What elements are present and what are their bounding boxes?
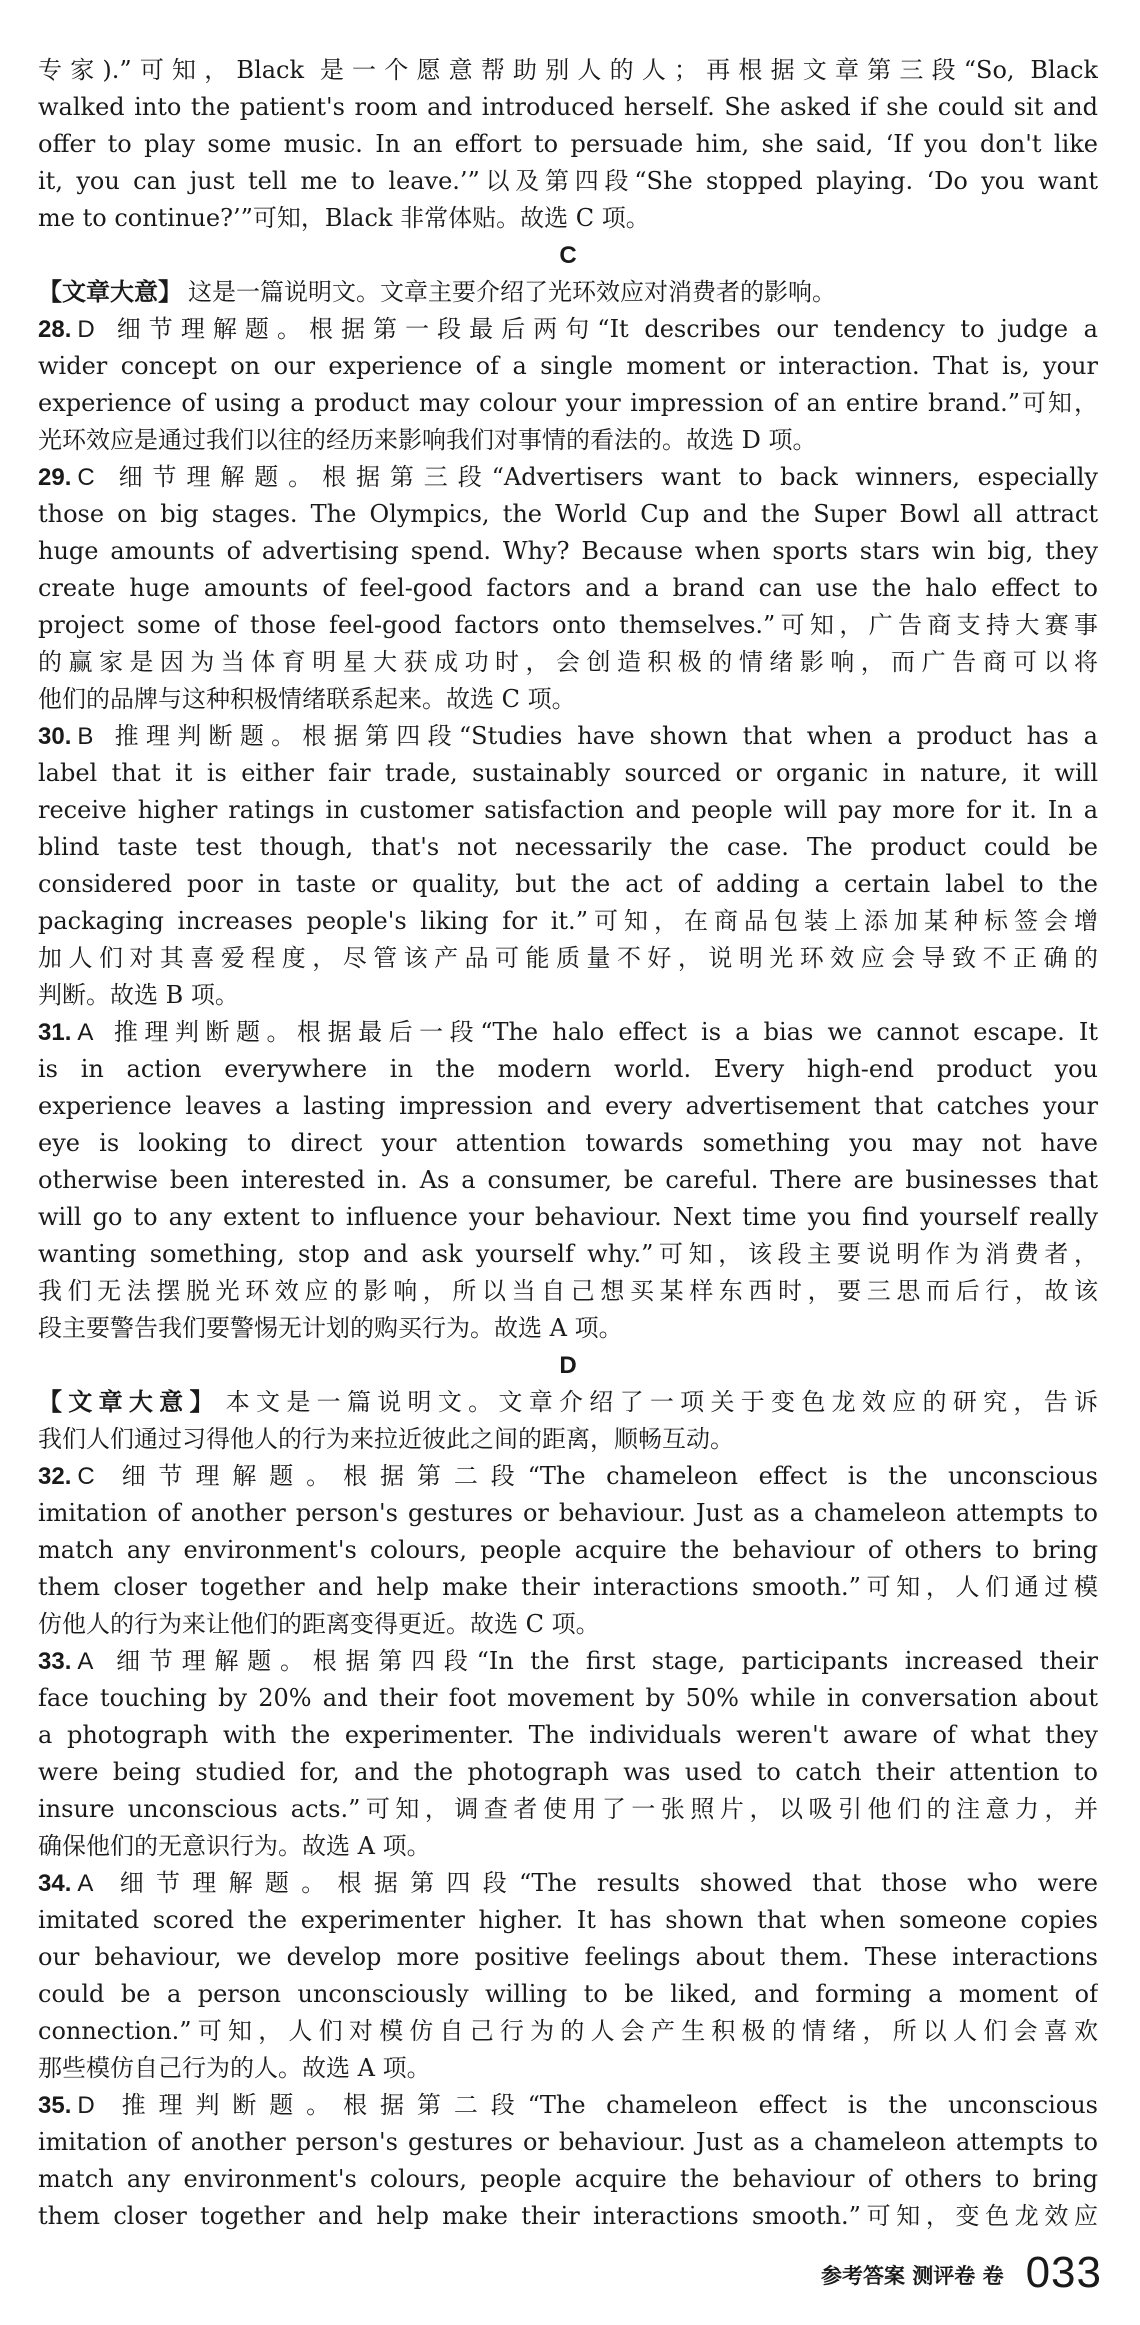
text-line [38, 163, 1098, 200]
line-text: walked into the patient's room and introduced herself. She asked if she could sit and [38, 93, 1098, 121]
question-number: 33. [38, 1648, 72, 1675]
text-line [38, 200, 1098, 237]
answer-letter: B [77, 723, 94, 750]
footer-label: 参考答案 测评卷 卷 [820, 2264, 1004, 2288]
text-line [38, 829, 1098, 866]
line-text: project some of those feel-good factors onto themselves.”可知，广告商支持大赛事 [38, 611, 1098, 639]
line-text: eye is looking to direct your attention towards something you may not have [38, 1129, 1098, 1157]
line-text: 细节理解题。根据第四段“In the first stage, participants increased their [107, 1647, 1098, 1675]
line-text: is in action everywhere in the modern world. Every high-end product you [38, 1055, 1098, 1083]
line-text: considered poor in taste or quality, but the act of adding a certain label to the [38, 870, 1098, 898]
text-line [38, 1976, 1098, 2013]
question-number: 30. [38, 723, 72, 750]
text-line [38, 1273, 1098, 1310]
line-text: 这是一篇说明文。文章主要介绍了光环效应对消费者的影响。 [188, 278, 836, 306]
question-number: 35. [38, 2092, 72, 2119]
question-answer-line [38, 2087, 1098, 2124]
text-line [38, 1717, 1098, 1754]
text-line [38, 1421, 1098, 1458]
line-text: wanting something, stop and ask yourself why.”可知，该段主要说明作为消费者， [38, 1240, 1098, 1268]
text-line [38, 644, 1098, 681]
line-text: 判断。故选 B 项。 [38, 981, 239, 1009]
text-line [38, 422, 1098, 459]
text-line [38, 681, 1098, 718]
text-line [38, 533, 1098, 570]
text-line [38, 2198, 1098, 2235]
line-text: could be a person unconsciously willing to be liked, and forming a moment of [38, 1980, 1098, 2008]
question-number: 29. [38, 464, 72, 491]
line-text: will go to any extent to influence your behaviour. Next time you find yourself really [38, 1203, 1098, 1231]
text-line [38, 1199, 1098, 1236]
question-number: 31. [38, 1019, 72, 1046]
text-line [38, 866, 1098, 903]
question-answer-line [38, 1458, 1098, 1495]
line-text: 光环效应是通过我们以往的经历来影响我们对事情的看法的。故选 D 项。 [38, 426, 817, 454]
line-text: offer to play some music. In an effort to persuade him, she said, ‘If you don't like [38, 130, 1098, 158]
line-text: experience leaves a lasting impression and every advertisement that catches your [38, 1092, 1098, 1120]
line-text: 仿他人的行为来让他们的距离变得更近。故选 C 项。 [38, 1610, 600, 1638]
text-line [38, 1791, 1098, 1828]
text-line [38, 1532, 1098, 1569]
line-text: me to continue?’”可知，Black 非常体贴。故选 C 项。 [38, 204, 650, 232]
line-text: imitation of another person's gestures or behaviour. Just as a chameleon attempts to [38, 1499, 1098, 1527]
line-text: them closer together and help make their interactions smooth.”可知，变色龙效应 [38, 2202, 1098, 2230]
text-line [38, 496, 1098, 533]
answer-letter: D [77, 2092, 95, 2119]
line-text: 的赢家是因为当体育明星大获成功时，会创造积极的情绪影响，而广告商可以将 [38, 648, 1098, 676]
line-text: 推理判断题。根据第四段“Studies have shown that when a product has a [107, 722, 1098, 750]
line-text: blind taste test though, that's not necessarily the case. The product could be [38, 833, 1098, 861]
line-text: 专家).”可知，Black 是一个愿意帮助别人的人；再根据文章第三段“So, Black [38, 56, 1098, 84]
answer-key-page [38, 52, 1098, 2235]
section-heading: C [559, 242, 577, 269]
text-line [38, 1236, 1098, 1273]
line-text: 段主要警告我们要警惕无计划的购买行为。故选 A 项。 [38, 1314, 623, 1342]
text-line [38, 1495, 1098, 1532]
line-text: otherwise been interested in. As a consumer, be careful. There are businesses that [38, 1166, 1098, 1194]
line-text: those on big stages. The Olympics, the World Cup and the Super Bowl all attract [38, 500, 1098, 528]
line-text: imitation of another person's gestures or behaviour. Just as a chameleon attempts to [38, 2128, 1098, 2156]
text-line [38, 2161, 1098, 2198]
answer-letter: C [77, 1463, 95, 1490]
line-text: 细节理解题。根据第四段“The results showed that those who were [107, 1869, 1098, 1897]
text-line [38, 1088, 1098, 1125]
line-text: 我们无法摆脱光环效应的影响，所以当自己想买某样东西时，要三思而后行，故该 [38, 1277, 1098, 1305]
line-text: connection.”可知，人们对模仿自己行为的人会产生积极的情绪，所以人们会喜欢 [38, 2017, 1098, 2045]
question-answer-line [38, 718, 1098, 755]
text-line [38, 348, 1098, 385]
text-line [38, 1606, 1098, 1643]
line-text: create huge amounts of feel-good factors and a brand can use the halo effect to [38, 574, 1098, 602]
text-line [38, 2050, 1098, 2087]
text-line [38, 1162, 1098, 1199]
text-line [38, 89, 1098, 126]
text-line [38, 126, 1098, 163]
line-text: packaging increases people's liking for it.”可知，在商品包装上添加某种标签会增 [38, 907, 1098, 935]
line-text: were being studied for, and the photograph was used to catch their attention to [38, 1758, 1098, 1786]
line-text: face touching by 20% and their foot movement by 50% while in conversation about [38, 1684, 1098, 1712]
line-text: 本文是一篇说明文。文章介绍了一项关于变色龙效应的研究，告诉 [225, 1388, 1098, 1416]
question-answer-line [38, 1865, 1098, 1902]
text-line [38, 903, 1098, 940]
line-text: it, you can just tell me to leave.’”以及第四段“She stopped playing. ‘Do you want [38, 167, 1098, 195]
question-answer-line [38, 1014, 1098, 1051]
summary-tag: 【文章大意】 [38, 1388, 220, 1416]
line-text: 那些模仿自己行为的人。故选 A 项。 [38, 2054, 431, 2082]
page-number: 033 [1025, 2248, 1102, 2297]
text-line [38, 2124, 1098, 2161]
text-line [38, 52, 1098, 89]
line-text: 推理判断题。根据最后一段“The halo effect is a bias we cannot escape. It [107, 1018, 1098, 1046]
line-text: 推理判断题。根据第二段“The chameleon effect is the unconscious [108, 2091, 1098, 2119]
line-text: wider concept on our experience of a single moment or interaction. That is, your [38, 352, 1098, 380]
line-text: our behaviour, we develop more positive feelings about them. These interactions [38, 1943, 1098, 1971]
summary-line [38, 274, 1098, 311]
text-line [38, 1051, 1098, 1088]
question-answer-line [38, 459, 1098, 496]
text-line [38, 1902, 1098, 1939]
text-line [38, 1310, 1098, 1347]
answer-letter: A [77, 1019, 94, 1046]
text-line [38, 570, 1098, 607]
line-text: 加人们对其喜爱程度，尽管该产品可能质量不好，说明光环效应会导致不正确的 [38, 944, 1098, 972]
answer-letter: A [77, 1648, 94, 1675]
line-text: them closer together and help make their interactions smooth.”可知，人们通过模 [38, 1573, 1098, 1601]
line-text: 细节理解题。根据第三段“Advertisers want to back winners, especially [108, 463, 1098, 491]
line-text: 细节理解题。根据第二段“The chameleon effect is the unconscious [108, 1462, 1098, 1490]
text-line [38, 1125, 1098, 1162]
text-line [38, 385, 1098, 422]
text-line [38, 940, 1098, 977]
question-answer-line [38, 311, 1098, 348]
question-number: 32. [38, 1463, 72, 1490]
section-heading: D [559, 1352, 577, 1379]
text-line [38, 1828, 1098, 1865]
line-text: 细节理解题。根据第一段最后两句“It describes our tendency to judge a [108, 315, 1098, 343]
text-line [38, 977, 1098, 1014]
page-footer [821, 2240, 1102, 2296]
line-text: 确保他们的无意识行为。故选 A 项。 [38, 1832, 431, 1860]
summary-tag: 【文章大意】 [38, 278, 182, 306]
line-text: huge amounts of advertising spend. Why? Because when sports stars win big, they [38, 537, 1098, 565]
answer-letter: D [77, 316, 95, 343]
text-line [38, 1680, 1098, 1717]
question-number: 28. [38, 316, 72, 343]
text-line [38, 792, 1098, 829]
text-line [38, 755, 1098, 792]
line-text: 他们的品牌与这种积极情绪联系起来。故选 C 项。 [38, 685, 576, 713]
line-text: match any environment's colours, people acquire the behaviour of others to bring [38, 2165, 1098, 2193]
question-answer-line [38, 1643, 1098, 1680]
line-text: imitated scored the experimenter higher. It has shown that when someone copies [38, 1906, 1098, 1934]
line-text: insure unconscious acts.”可知，调查者使用了一张照片，以吸引他们的注意力，并 [38, 1795, 1098, 1823]
line-text: match any environment's colours, people acquire the behaviour of others to bring [38, 1536, 1098, 1564]
line-text: label that it is either fair trade, sustainably sourced or organic in nature, it will [38, 759, 1098, 787]
summary-line [38, 1384, 1098, 1421]
answer-letter: A [77, 1870, 94, 1897]
line-text: receive higher ratings in customer satisfaction and people will pay more for it. In a [38, 796, 1098, 824]
text-line [38, 1939, 1098, 1976]
answer-letter: C [77, 464, 95, 491]
answer-text-body [38, 52, 1098, 2235]
text-line [38, 2013, 1098, 2050]
line-text: 我们人们通过习得他人的行为来拉近彼此之间的距离，顺畅互动。 [38, 1425, 734, 1453]
text-line [38, 1754, 1098, 1791]
text-line [38, 1569, 1098, 1606]
line-text: a photograph with the experimenter. The individuals weren't aware of what they [38, 1721, 1098, 1749]
text-line [38, 607, 1098, 644]
question-number: 34. [38, 1870, 72, 1897]
line-text: experience of using a product may colour your impression of an entire brand.”可知， [38, 389, 1098, 417]
